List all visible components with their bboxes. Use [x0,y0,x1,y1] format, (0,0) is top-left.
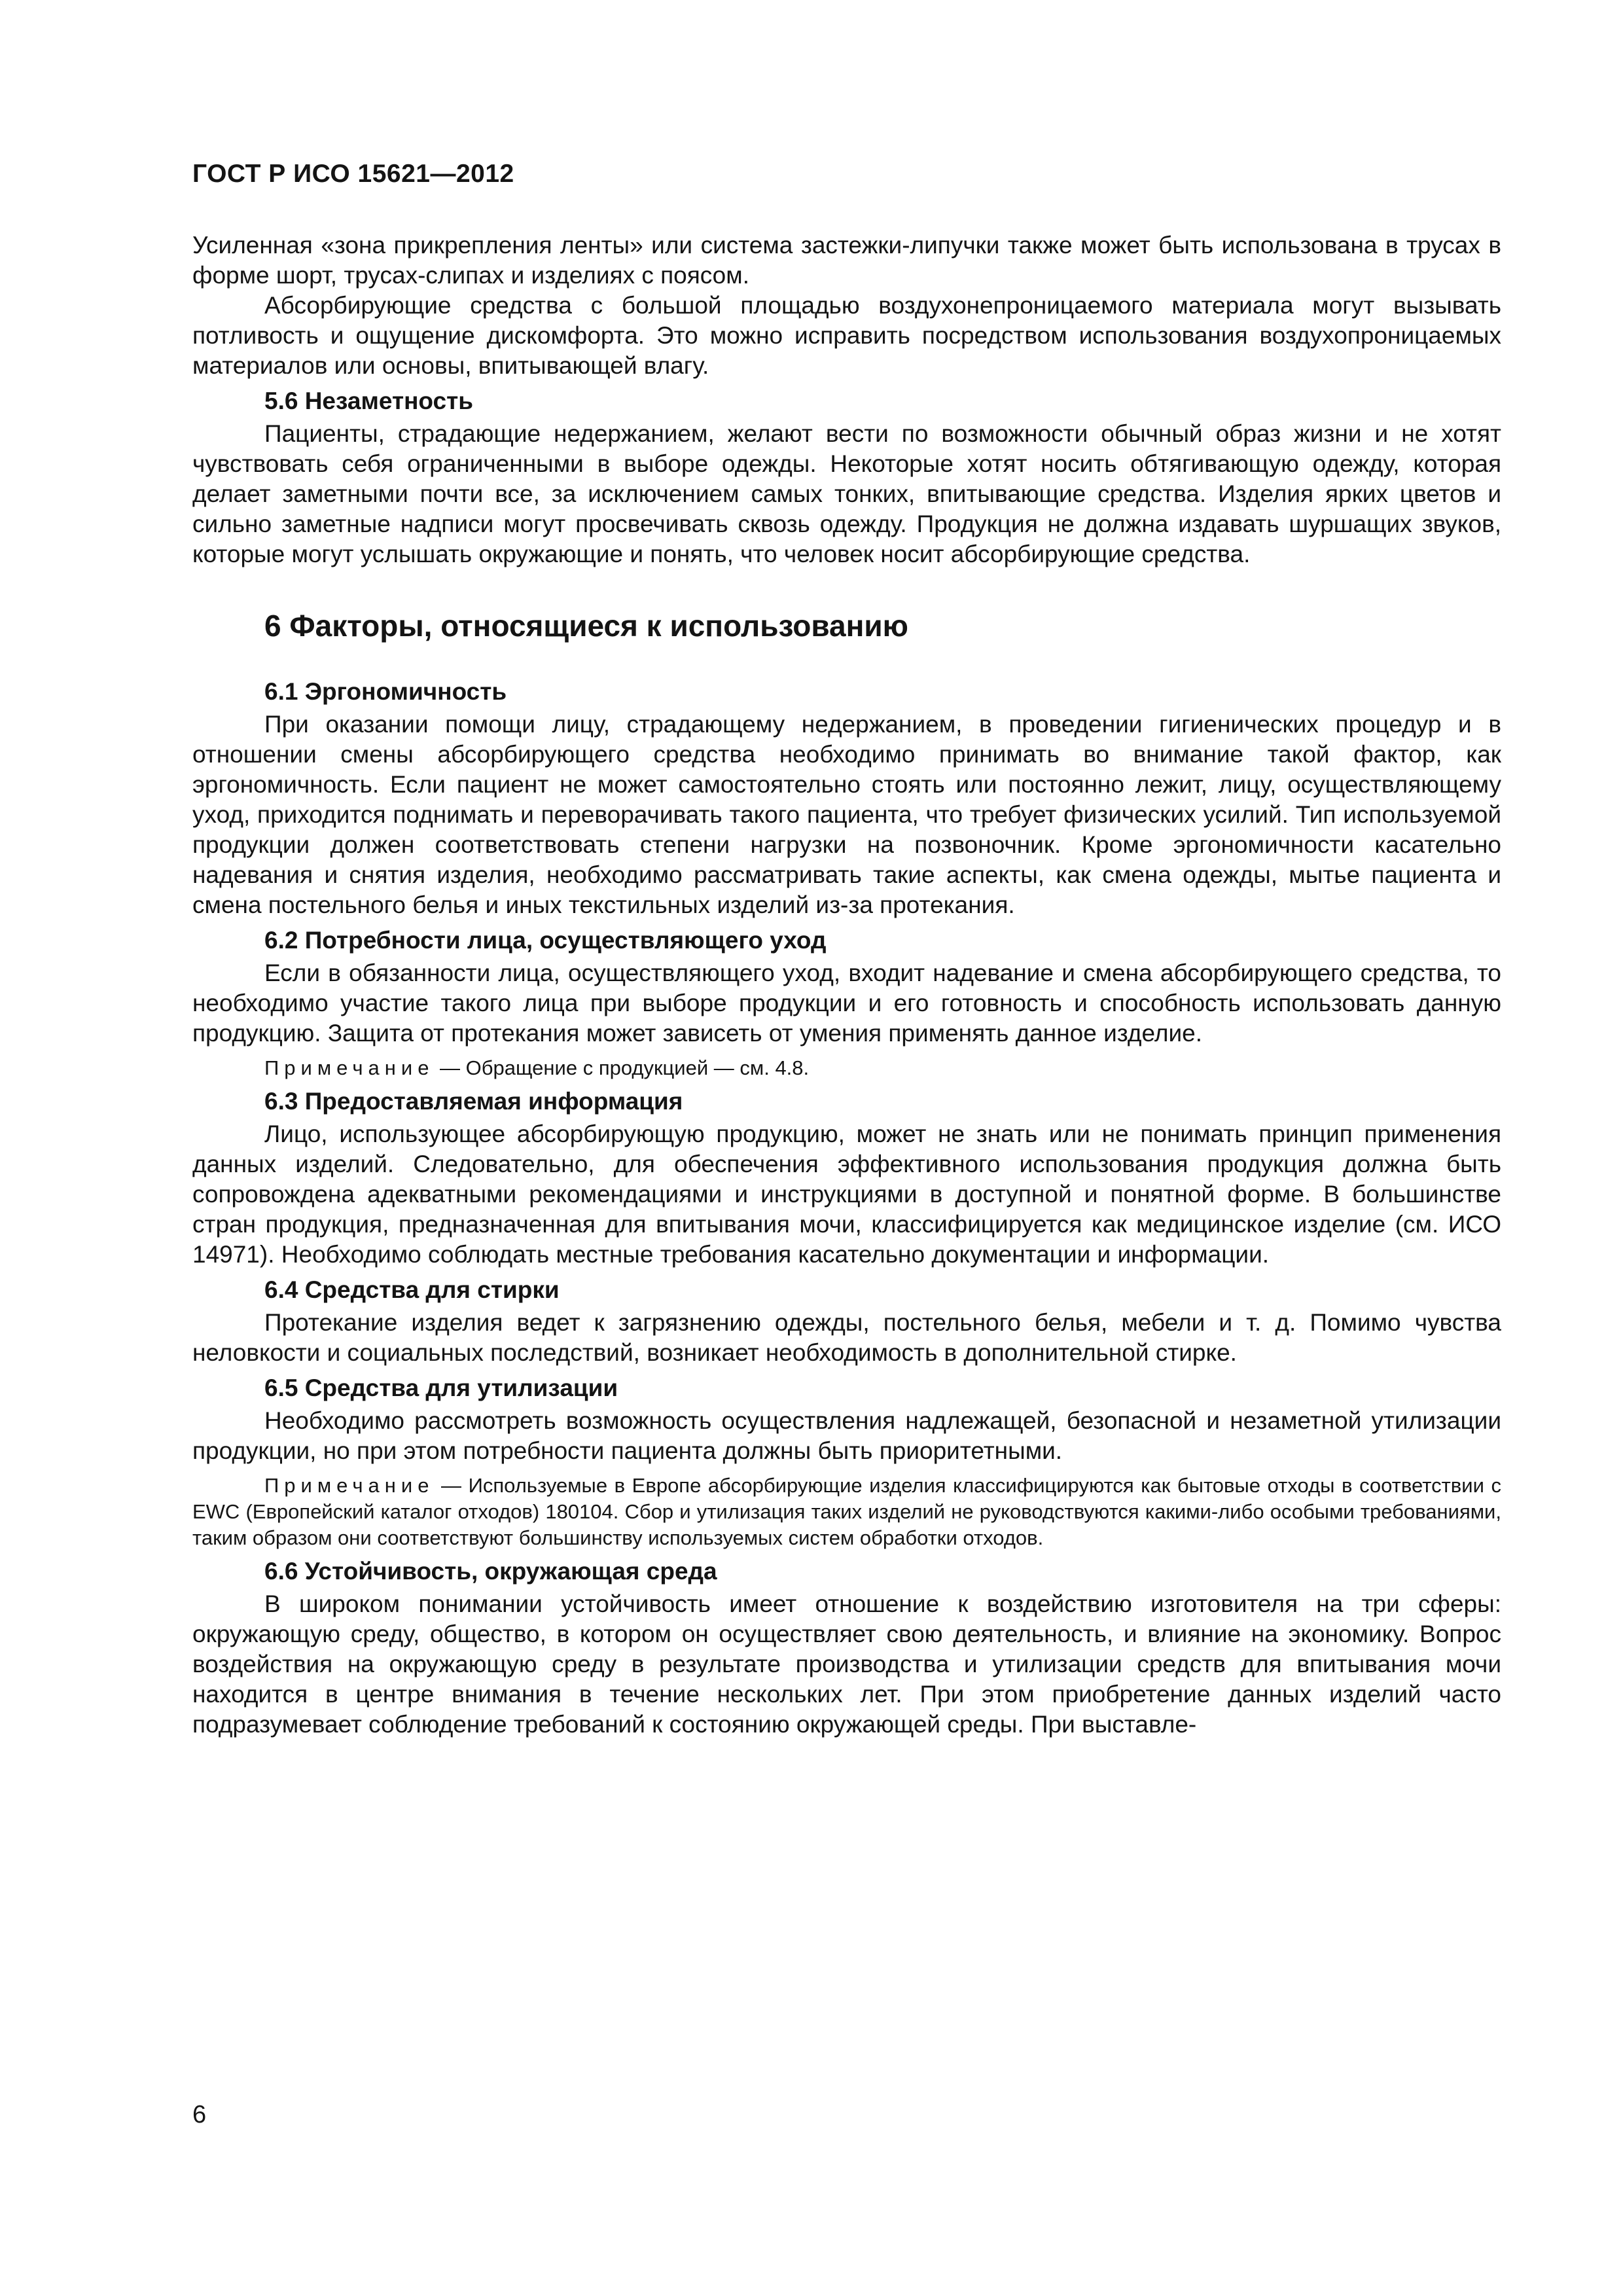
section-heading-6-2: 6.2 Потребности лица, осуществляющего уход [264,927,827,954]
note-label: Примечание [264,1474,435,1497]
note [192,1473,1501,1551]
note-text: — Используемые в Европе абсорбирующие изделия классифицируются как бытовые отходы в соответствии с EWC (Европейский каталог отходов) 180104. Сбор и утилизация таких изделий не руководствуются какими-либо особыми требованиями, таким образом они соответствуют большинству используемых систем обработки отходов. [192,1474,1501,1549]
paragraph: В широком понимании устойчивость имеет отношение к воздействию изготовителя на три сферы: окружающую среду, общество, в котором он осуществляет свою деятельность, и влияние на экономику. Вопрос воздействия на окружающую среду в результате производства и утилизации средств для впитывания мочи находится в центре внимания в течение нескольких лет. При этом приобретение данных изделий часто подразумевает соблюдение требований к состоянию окружающей среды. При выставле- [192,1590,1501,1738]
section-heading-6-6: 6.6 Устойчивость, окружающая среда [264,1558,717,1585]
section-heading-6-3: 6.3 Предоставляемая информация [264,1088,683,1115]
note-label: Примечание [264,1056,435,1079]
section-heading-6-1: 6.1 Эргономичность [264,678,507,705]
note [192,1055,1501,1081]
section-heading-6-5: 6.5 Средства для утилизации [264,1374,618,1401]
chapter-heading-6: 6 Факторы, относящиеся к использованию [264,609,908,643]
section-heading-5-6: 5.6 Незаметность [264,387,473,414]
paragraph: Абсорбирующие средства с большой площадью воздухонепроницаемого материала могут вызывать потливость и ощущение дискомфорта. Это можно исправить посредством использования воздухопроницаемых материалов или основы, впитывающей влагу. [192,292,1501,379]
paragraph: Лицо, использующее абсорбирующую продукцию, может не знать или не понимать принцип применения данных изделий. Следовательно, для обеспечения эффективного использования продукция должна быть сопровождена адекватными рекомендациями и инструкциями в доступной и понятной форме. В большинстве стран продукция, предназначенная для впитывания мочи, классифицируется как медицинское изделие (см. ИСО 14971). Необходимо соблюдать местные требования касательно документации и информации. [192,1121,1501,1268]
document-page [192,0,1501,2296]
note-text: — Обращение с продукцией — см. 4.8. [434,1056,810,1079]
paragraph: Пациенты, страдающие недержанием, желают вести по возможности обычный образ жизни и не хотят чувствовать себя ограниченными в выборе одежды. Некоторые хотят носить обтягивающую одежду, которая делает заметными почти все, за исключением самых тонких, впитывающие средства. Изделия ярких цветов и сильно заметные надписи могут просвечивать сквозь одежду. Продукция не должна издавать шуршащих звуков, которые могут услышать окружающие и понять, что человек носит абсорбирующие средства. [192,420,1501,567]
document-code-header: ГОСТ Р ИСО 15621—2012 [192,160,514,188]
paragraph-continuation: Усиленная «зона прикрепления ленты» или система застежки-липучки также может быть использована в трусах в форме шорт, трусах-слипах и изделиях с поясом. [192,232,1501,289]
paragraph: Необходимо рассмотреть возможность осуществления надлежащей, безопасной и незаметной утилизации продукции, но при этом потребности пациента должны быть приоритетными. [192,1407,1501,1464]
paragraph: Протекание изделия ведет к загрязнению одежды, постельного белья, мебели и т. д. Помимо чувства неловкости и социальных последствий, возникает необходимость в дополнительной стирке. [192,1309,1501,1366]
page-number: 6 [192,2101,207,2128]
paragraph: Если в обязанности лица, осуществляющего уход, входит надевание и смена абсорбирующего средства, то необходимо участие такого лица при выборе продукции и его готовность и способность использовать данную продукцию. Защита от протекания может зависеть от умения применять данное изделие. [192,960,1501,1047]
document-body [192,230,1501,1740]
paragraph: При оказании помощи лицу, страдающему недержанием, в проведении гигиенических процедур и в отношении смены абсорбирующего средства необходимо принимать во внимание такой фактор, как эргономичность. Если пациент не может самостоятельно стоять или постоянно лежит, лицу, осуществляющему уход, приходится поднимать и переворачивать такого пациента, что требует физических усилий. Тип используемой продукции должен соответствовать степени нагрузки на позвоночник. Кроме эргономичности касательно надевания и снятия изделия, необходимо рассматривать такие аспекты, как смена одежды, мытье пациента и смена постельного белья и иных текстильных изделий из-за протекания. [192,711,1501,918]
section-heading-6-4: 6.4 Средства для стирки [264,1276,560,1303]
